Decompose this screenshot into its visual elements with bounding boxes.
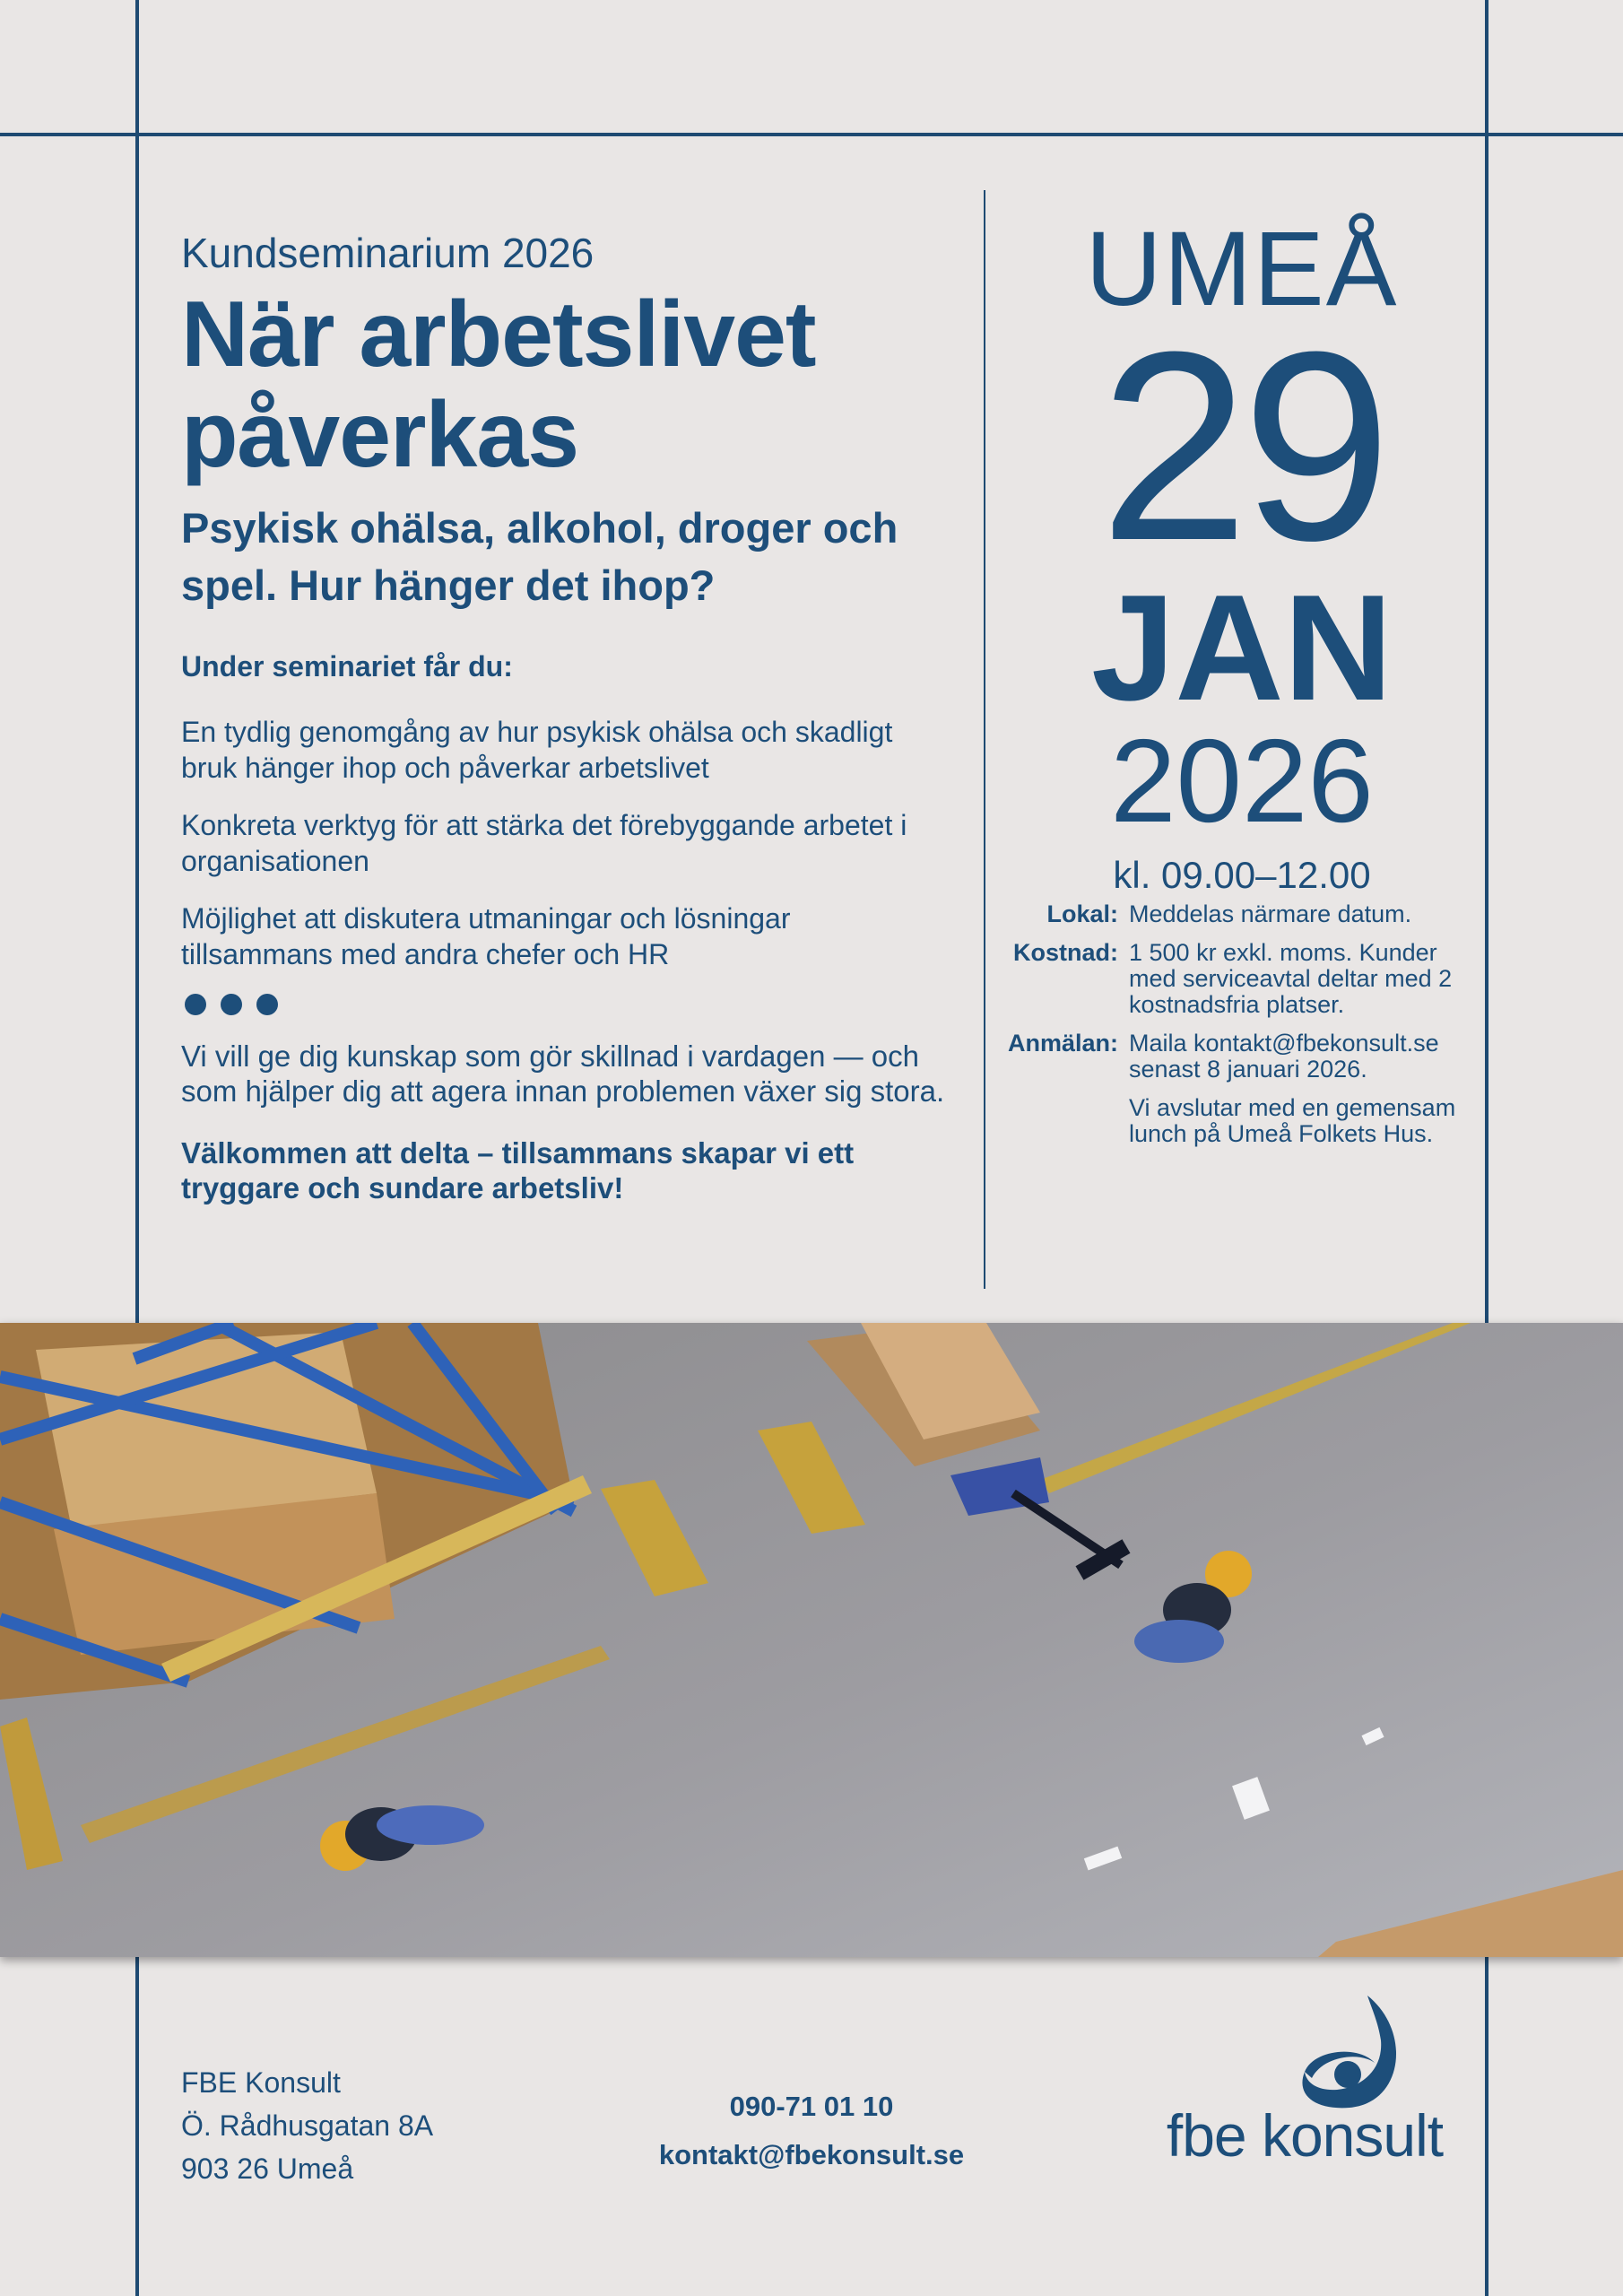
event-date-block <box>1072 211 1412 900</box>
info-row-kostnad <box>997 940 1481 1018</box>
event-month: JAN <box>1090 563 1393 732</box>
frame-line-top <box>0 133 1623 136</box>
warehouse-illustration <box>0 1323 1623 1957</box>
info-value: Maila kontakt@fbekonsult.se senast 8 januari 2026. <box>1129 1030 1439 1083</box>
event-info <box>997 901 1481 1160</box>
event-time: kl. 09.00–12.00 <box>1113 854 1371 896</box>
info-label: Lokal: <box>1046 900 1118 927</box>
logo-wordmark: fbe konsult <box>1166 2102 1444 2169</box>
title-line-2: påverkas <box>181 383 579 487</box>
postal-address: 903 26 Umeå <box>181 2152 354 2185</box>
info-row-lokal <box>997 901 1481 927</box>
fbe-logo <box>1143 1996 1466 2188</box>
company-name: FBE Konsult <box>181 2066 341 2099</box>
dots-separator <box>185 994 970 1015</box>
dot-icon <box>221 994 242 1015</box>
title-line-1: När arbetslivet <box>181 283 816 387</box>
bullets-lead: Under seminariet får du: <box>181 650 513 683</box>
event-year: 2026 <box>1110 715 1374 847</box>
bullet-item: Konkreta verktyg för att stärka det förebyggande arbetet i organisationen <box>181 809 907 877</box>
main-column <box>181 229 970 1205</box>
welcome-text: Välkommen att delta – tillsammans skapar vi ett tryggare och sundare arbetsliv! <box>181 1136 855 1205</box>
info-value: Meddelas närmare datum. <box>1129 900 1412 927</box>
footer-address <box>181 2061 433 2190</box>
bullet-item: En tydlig genomgång av hur psykisk ohälsa och skadligt bruk hänger ihop och påverkar arbetslivet <box>181 716 893 784</box>
event-day: 29 <box>1099 295 1384 596</box>
event-city: UMEÅ <box>1085 210 1399 328</box>
info-value: 1 500 kr exkl. moms. Kunder med serviceavtal deltar med 2 kostnadsfria platser. <box>1129 939 1453 1018</box>
info-lunch: Vi avslutar med en gemensam lunch på Umeå Folkets Hus. <box>1129 1094 1456 1147</box>
logo-mark-icon <box>1143 1996 1466 2112</box>
info-label: Anmälan: <box>1007 1030 1118 1057</box>
footer-contact <box>646 2083 977 2179</box>
dot-icon <box>256 994 278 1015</box>
info-label: Kostnad: <box>1013 939 1118 966</box>
street-address: Ö. Rådhusgatan 8A <box>181 2109 434 2142</box>
kicker: Kundseminarium 2026 <box>181 230 595 276</box>
warehouse-photo <box>0 1323 1623 1957</box>
info-row-anmalan <box>997 1031 1481 1083</box>
intro-paragraph: Vi vill ge dig kunskap som gör skillnad i vardagen — och som hjälper dig att agera innan problemen växer sig stora. <box>181 1039 945 1108</box>
phone-number[interactable]: 090-71 01 10 <box>729 2091 894 2122</box>
bullet-item: Möjlighet att diskutera utmaningar och lösningar tillsammans med andra chefer och HR <box>181 902 791 970</box>
column-divider <box>984 190 985 1289</box>
info-row-lunch <box>997 1095 1481 1147</box>
email-link[interactable]: kontakt@fbekonsult.se <box>658 2139 965 2170</box>
page-title <box>181 284 970 485</box>
subtitle: Psykisk ohälsa, alkohol, droger och spel. Hur hänger det ihop? <box>181 504 898 609</box>
dot-icon <box>185 994 206 1015</box>
